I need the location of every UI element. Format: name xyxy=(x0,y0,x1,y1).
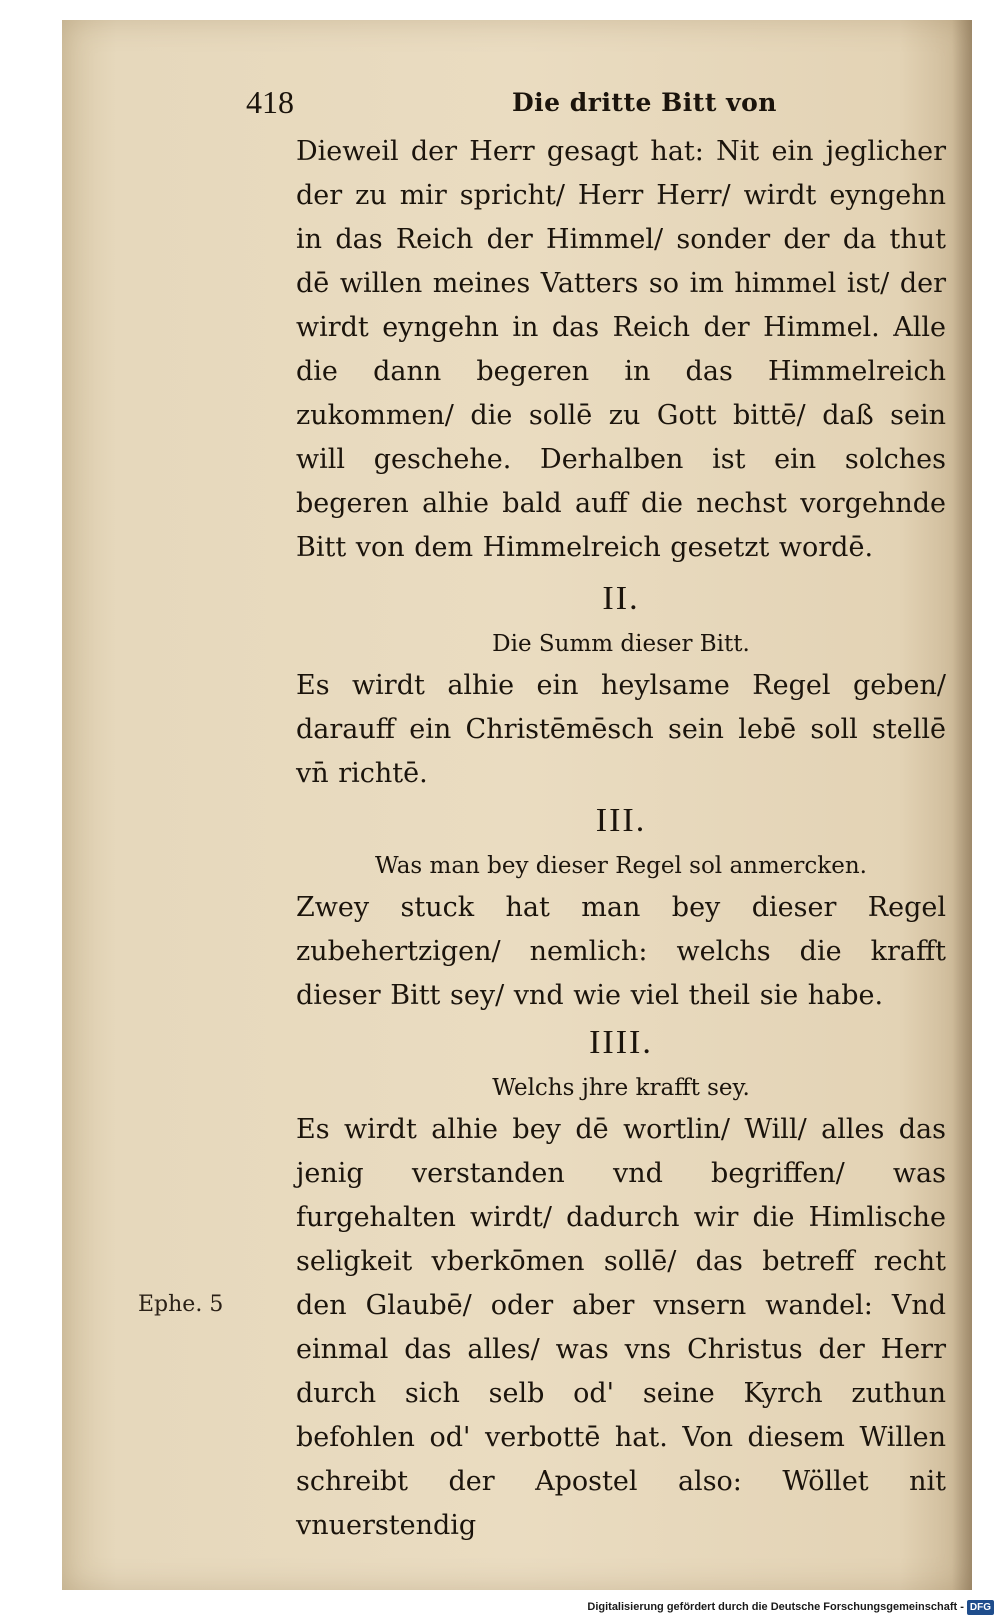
section-paragraph: Es wirdt alhie bey dē wortlin/ Will/ alles das jenig verstanden vnd begriffen/ was furgehalten wirdt/ dadurch wir die Himlische seligkeit vberkōmen sollē/ das betreff recht den Glaubē/ oder aber vnsern wandel: Vnd einmal das alles/ was vns Christus der Herr durch sich selb od' seine Kyrch zuthun befohlen od' verbottē hat. Von diesem Willen schreibt der Apostel also: Wöllet nit vnuerstendig xyxy=(296,1114,946,1541)
footer-credit-bar xyxy=(587,1594,1000,1620)
funding-credit: Digitalisierung gefördert durch die Deutsche Forschungsgemeinschaft - xyxy=(587,1601,964,1613)
section-heading: Was man bey dieser Regel sol anmercken. xyxy=(375,853,867,879)
main-text xyxy=(296,130,946,1548)
section-numeral: III. xyxy=(595,802,647,839)
section-paragraph: Es wirdt alhie ein heylsame Regel geben/ darauff ein Christēmēsch sein lebē soll stellē vn̄ richtē. xyxy=(296,670,946,789)
dfg-logo: DFG xyxy=(967,1600,994,1615)
margin-note: Ephe. 5 xyxy=(138,1292,224,1317)
section-heading: Welchs jhre krafft sey. xyxy=(492,1075,750,1101)
section-numeral: IIII. xyxy=(589,1024,653,1061)
section-paragraph: Zwey stuck hat man bey dieser Regel zubehertzigen/ nemlich: welchs die krafft dieser Bitt sey/ vnd wie viel theil sie habe. xyxy=(296,892,946,1011)
paragraph-intro: Dieweil der Herr gesagt hat: Nit ein jeglicher der zu mir spricht/ Herr Herr/ wirdt eyngehn in das Reich der Himmel/ sonder der da thut dē willen meines Vatters so im himmel ist/ der wirdt eyngehn in das Reich der Himmel. Alle die dann begeren in das Himmelreich zukommen/ die sollē zu Gott bittē/ daß sein will geschehe. Derhalben ist ein solches begeren alhie bald auff die nechst vorgehnde Bitt von dem Himmelreich gesetzt wordē. xyxy=(296,136,946,563)
section-numeral: II. xyxy=(602,580,640,617)
page-number: 418 xyxy=(246,84,294,120)
section-heading: Die Summ dieser Bitt. xyxy=(492,631,750,657)
running-head: Die dritte Bitt von xyxy=(512,88,777,117)
page-header xyxy=(246,84,806,128)
page-gutter-shadow xyxy=(952,20,972,1590)
